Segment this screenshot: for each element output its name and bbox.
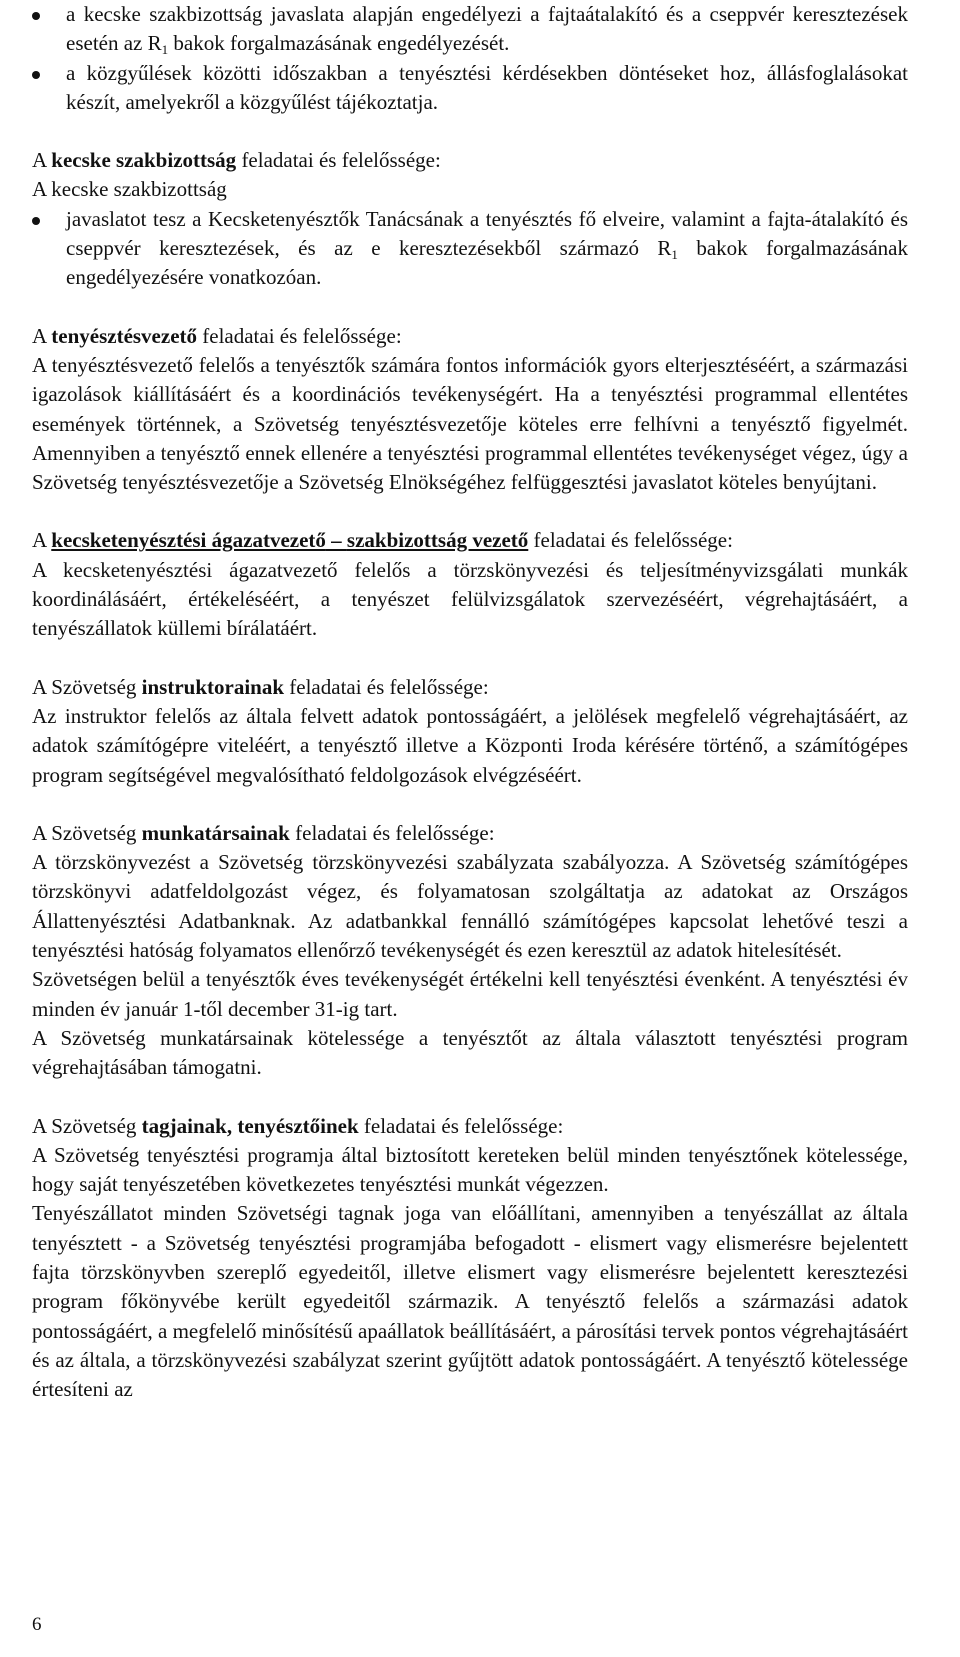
bullet-icon [32, 12, 40, 20]
section-heading: A tenyésztésvezető feladatai és felelőssége: [32, 323, 402, 348]
section-agazatvezeto [32, 526, 908, 643]
paragraph: A Szövetség tenyésztési programja által biztosított kereteken belül minden tenyésztőnek kötelessége, hogy saját tenyészetében következetes tenyésztési munkát végezzen. [32, 1142, 908, 1197]
section-heading: A kecske szakbizottság feladatai és felelőssége: [32, 148, 441, 173]
section-instruktor [32, 673, 908, 790]
document-page [32, 0, 908, 1635]
section-heading: A Szövetség tagjainak, tenyésztőinek feladatai és felelőssége: [32, 1113, 564, 1138]
bullet-icon [32, 71, 40, 79]
section-tenyesztesvezeto [32, 322, 908, 498]
section-intro: A kecske szakbizottság [32, 177, 227, 202]
bullet-item: javaslatot tesz a Kecsketenyésztők Tanácsának a tenyésztés fő elveire, valamint a fajta-átalakító és cseppvér keresztezések, és az e keresztezésekből származó $R_1$ bakok forgalmazásának engedélyezésére vonatkozóan. [32, 205, 908, 293]
bullet-item: a közgyűlések közötti időszakban a tenyésztési kérdésekben döntéseket hoz, állásfoglalásokat készít, amelyekről a közgyűlést tájékoztatja. [32, 59, 908, 118]
section-heading: A Szövetség instruktorainak feladatai és felelőssége: [32, 674, 489, 699]
page-number: 6 [32, 1614, 42, 1635]
bullet-list [32, 205, 908, 293]
section-body: A kecsketenyésztési ágazatvezető felelős a törzskönyvezési és teljesítményvizsgálati munkák koordinálásáért, értékeléséért, a tenyészet felülvizsgálatok szervezéséért, végrehajtásáért, a tenyészállatok küllemi bírálatáért. [32, 557, 908, 641]
paragraph: A Szövetség munkatársainak kötelessége a tenyésztőt az általa választott tenyésztési program végrehajtásában támogatni. [32, 1025, 908, 1080]
section-heading: A Szövetség munkatársainak feladatai és felelőssége: [32, 820, 495, 845]
section-body: Az instruktor felelős az általa felvett adatok pontosságáért, a jelölések megfelelő végrehajtásáért, az adatok számítógépre viteléért, a tenyésztő illetve a Központi Iroda kérésére történő, a számítógépes program segítségével megvalósítható feldolgozások elvégzéséért. [32, 703, 908, 787]
bullet-item: a kecske szakbizottság javaslata alapján engedélyezi a fajtaátalakító és a cseppvér keresztezések esetén az $R_1$ bakok forgalmazásának engedélyezését. [32, 0, 908, 59]
paragraph: A törzskönyvezést a Szövetség törzskönyvezési szabályzata szabályozza. A Szövetség számítógépes törzskönyvi adatfeldolgozást végez, és folyamatosan szolgáltatja az adatokat az Országos Állattenyésztési Adatbanknak. Az adatbankkal fennálló számítógépes kapcsolat lehetővé teszi a tenyésztési hatóság folyamatos ellenőrző tevékenységét és ezen keresztül az adatok hitelesítését. [32, 850, 908, 963]
paragraph: Szövetségen belül a tenyésztők éves tevékenységét értékelni kell tenyésztési évenként. A tenyésztési év minden év január 1-től december 31-ig tart. [32, 967, 908, 1021]
section-body: A tenyésztésvezető felelős a tenyésztők számára fontos információk gyors elterjesztéséért, a származási igazolások kiállításáért és a koordinációs tevékenységért. Ha a tenyésztési programmal ellentétes események történnek, a Szövetség tenyésztésvezetője köteles erre felhívni a tenyésztő figyelmét. Amennyiben a tenyésztő ennek ellenére a tenyésztési programmal ellentétes tevékenységet végez, úgy a Szövetség tenyésztésvezetője a Szövetség Elnökségéhez felfüggesztési javaslatot köteles benyújtani. [32, 352, 908, 495]
section-munkatarsak [32, 819, 908, 1083]
section-tagok [32, 1112, 908, 1405]
paragraph: Tenyészállatot minden Szövetségi tagnak joga van előállítani, amennyiben a tenyészállat az általa tenyésztett - a Szövetség tenyésztési programjába befogadott - elismert vagy elismerésre bejelentett fajta törzskönyvben szereplő egyedeitől, illetve elismert vagy elismerésre bejelentett keresztezési program főkönyvébe került egyedeitől származik. A tenyésztő felelős a származási adatok pontosságáért, a megfelelő minősítésű apaállatok beállításáért, a párosítási tervek pontos végrehajtásáért és az általa, a törzskönyvezési szabályzat szerint gyűjtött adatok pontosságáért. A tenyésztő kötelessége értesíteni az [32, 1201, 908, 1402]
bullet-icon [32, 217, 40, 225]
section-kecske-szakbizottsag [32, 146, 908, 292]
intro-bullet-list [32, 0, 908, 117]
section-heading: A kecsketenyésztési ágazatvezető – szakbizottság vezető feladatai és felelőssége: [32, 528, 733, 553]
